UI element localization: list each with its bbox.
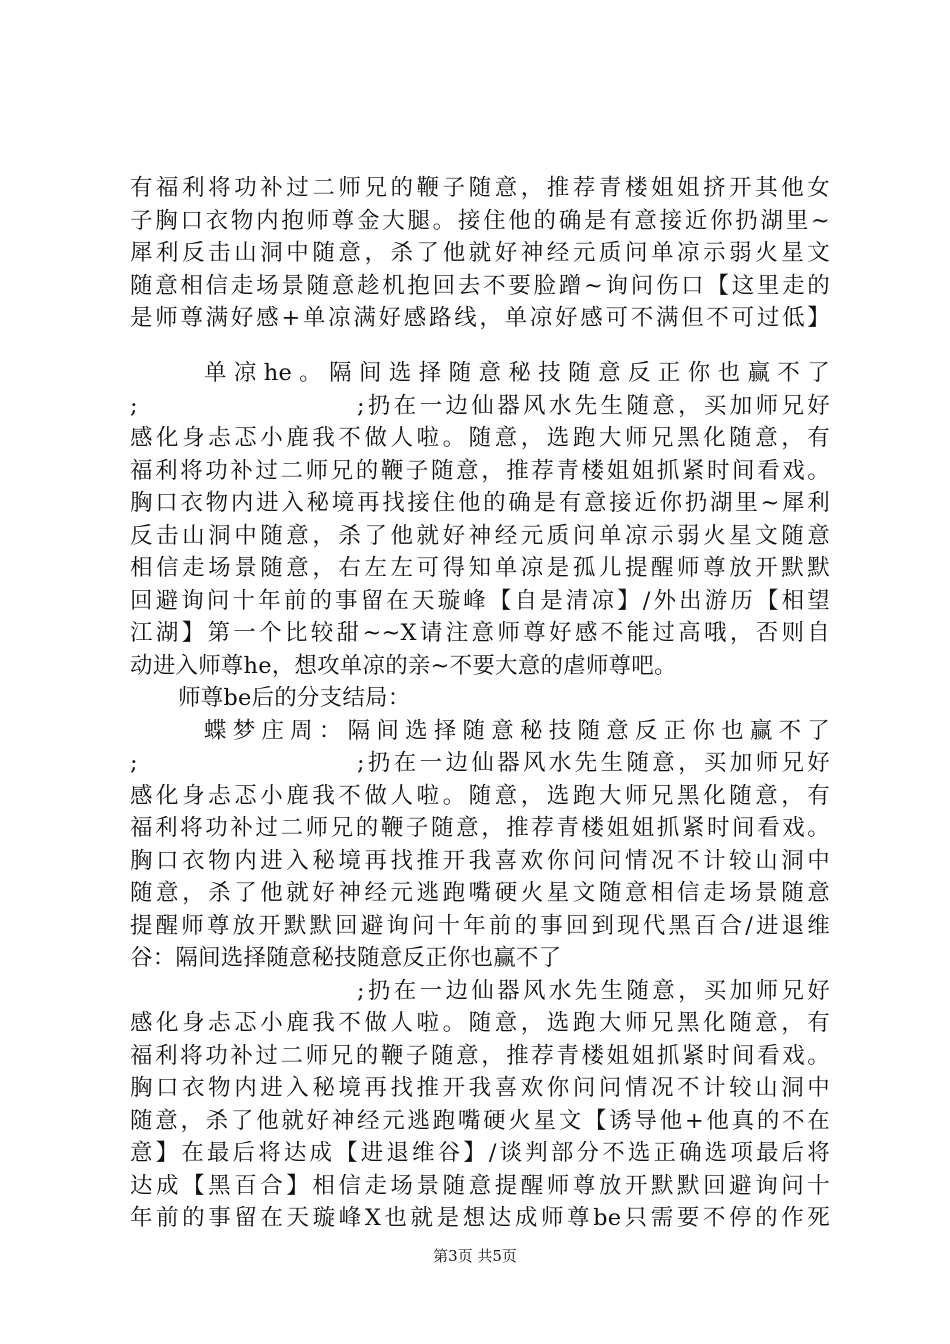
text-line: 相信走场景随意，右左左可得知单凉是孤儿提醒师尊放开默默 xyxy=(130,555,830,581)
text-line: ;扔在一边仙器风水先生随意，买加师兄好 xyxy=(357,750,830,776)
text-line: 胸口衣物内进入秘境再找推开我喜欢你问问情况不计较山洞中 xyxy=(130,1075,830,1101)
text-line: ;扔在一边仙器风水先生随意，买加师兄好 xyxy=(357,392,830,419)
section-heading-diemeng: 蝶梦庄周：隔间选择随意秘技随意反正你也赢不了 xyxy=(204,717,830,744)
text-line: 提醒师尊放开默默回避询问十年前的事回到现代黑百合/进退维 xyxy=(130,912,830,939)
text-line: 是师尊满好感+单凉满好感路线，单凉好感可不满但不可过低】 xyxy=(130,305,830,331)
paragraph-main xyxy=(130,357,830,1235)
text-line: 有福利将功补过二师兄的鞭子随意，推荐青楼姐姐挤开其他女 xyxy=(130,175,830,201)
text-line: ;扔在一边仙器风水先生随意，买加师兄好 xyxy=(357,977,830,1004)
paragraph-intro xyxy=(130,172,830,335)
text-line: 江湖】第一个比较甜~~X请注意师尊好感不能过高哦，否则自 xyxy=(130,620,830,646)
section-heading-be-branches: 师尊be后的分支结局： xyxy=(178,685,411,711)
text-line: 回避询问十年前的事留在天璇峰【自是清凉】/外出游历【相望 xyxy=(130,587,830,614)
text-line: 达成【黑百合】相信走场景随意提醒师尊放开默默回避询问十 xyxy=(130,1172,830,1199)
text-line: 年前的事留在天璇峰X也就是想达成师尊be只需要不停的作死 xyxy=(130,1205,830,1231)
text-line: 福利将功补过二师兄的鞭子随意，推荐青楼姐姐抓紧时间看戏。 xyxy=(130,815,830,841)
text-line: 随意，杀了他就好神经元逃跑嘴硬火星文随意相信走场景随意 xyxy=(130,880,830,906)
text-line: ; xyxy=(130,392,138,419)
text-line: 动进入师尊he，想攻单凉的亲~不要大意的虐师尊吧。 xyxy=(130,652,677,679)
text-line: 谷：隔间选择随意秘技随意反正你也赢不了 xyxy=(130,945,562,971)
text-line: 随意相信走场景随意趁机抱回去不要脸蹭~询问伤口【这里走的 xyxy=(130,272,830,299)
text-line: ; xyxy=(130,750,138,776)
text-line: 福利将功补过二师兄的鞭子随意，推荐青楼姐姐抓紧时间看戏。 xyxy=(130,1042,830,1069)
page-number-footer: 第3页 共5页 xyxy=(433,1247,517,1265)
text-line: 感化身忐忑小鹿我不做人啦。随意，选跑大师兄黑化随意，有 xyxy=(130,425,830,451)
section-heading-danliang-he: 单凉he。隔间选择随意秘技随意反正你也赢不了 xyxy=(204,360,830,386)
text-line: 犀利反击山洞中随意，杀了他就好神经元质问单凉示弱火星文 xyxy=(130,240,830,266)
text-line: 胸口衣物内进入秘境再找推开我喜欢你问问情况不计较山洞中 xyxy=(130,847,830,874)
text-line: 感化身忐忑小鹿我不做人啦。随意，选跑大师兄黑化随意，有 xyxy=(130,1010,830,1036)
text-line: 感化身忐忑小鹿我不做人啦。随意，选跑大师兄黑化随意，有 xyxy=(130,782,830,809)
text-line: 福利将功补过二师兄的鞭子随意，推荐青楼姐姐抓紧时间看戏。 xyxy=(130,457,830,484)
text-line: 胸口衣物内进入秘境再找接住他的确是有意接近你扔湖里~犀利 xyxy=(130,490,830,516)
text-line: 意】在最后将达成【进退维谷】/谈判部分不选正确选项最后将 xyxy=(130,1140,830,1166)
text-line: 随意，杀了他就好神经元逃跑嘴硬火星文【诱导他+他真的不在 xyxy=(130,1107,830,1134)
text-line: 子胸口衣物内抱师尊金大腿。接住他的确是有意接近你扔湖里~ xyxy=(130,207,830,234)
text-line: 反击山洞中随意，杀了他就好神经元质问单凉示弱火星文随意 xyxy=(130,522,830,549)
